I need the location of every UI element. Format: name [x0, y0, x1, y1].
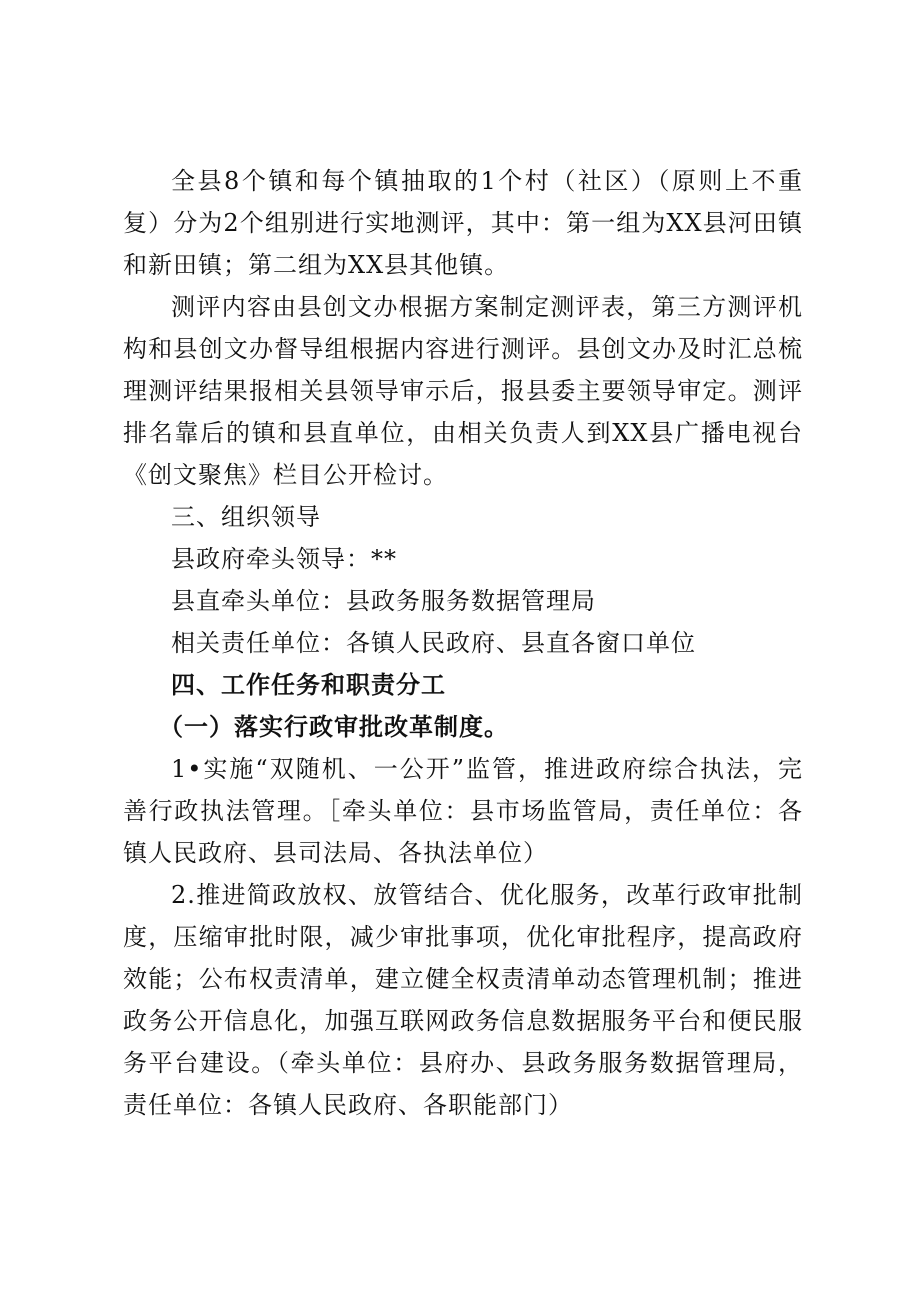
paragraph-responsible-units: 相关责任单位：各镇人民政府、县直各窗口单位: [171, 629, 696, 657]
paragraph-test-groups: 全县8个镇和每个镇抽取的1个村（社区）（原则上不重复）分为2个组别进行实地测评，其中：第一组为XX县河田镇和新田镇；第二组为XX县其他镇。: [123, 167, 803, 279]
subsection-heading-reform: （一）落实行政审批改革制度。: [159, 713, 509, 741]
paragraph-item-1: 1•实施“双随机、一公开”监管，推进政府综合执法，完善行政执法管理。［牵头单位：县市场监管局，责任单位：各镇人民政府、县司法局、各执法单位）: [123, 755, 803, 867]
paragraph-lead-leader: 县政府牵头领导：**: [171, 545, 397, 573]
document-body: [123, 160, 803, 1126]
paragraph-test-content: 测评内容由县创文办根据方案制定测评表，第三方测评机构和县创文办督导组根据内容进行测评。县创文办及时汇总梳理测评结果报相关县领导审示后，报县委主要领导审定。测评排名靠后的镇和县直单位，由相关负责人到XX县广播电视台《创文聚焦》栏目公开检讨。: [123, 293, 803, 489]
section-heading-tasks: 四、工作任务和职责分工: [171, 671, 446, 699]
paragraph-item-2: 2.推进简政放权、放管结合、优化服务，改革行政审批制度，压缩审批时限，减少审批事项，优化审批程序，提高政府效能；公布权责清单，建立健全权责清单动态管理机制；推进政务公开信息化，加强互联网政务信息数据服务平台和便民服务平台建设。（牵头单位：县府办、县政务服务数据管理局，责任单位：各镇人民政府、各职能部门）: [123, 881, 803, 1119]
section-heading-organization: 三、组织领导: [171, 503, 321, 531]
paragraph-lead-unit: 县直牵头单位：县政务服务数据管理局: [171, 587, 596, 615]
